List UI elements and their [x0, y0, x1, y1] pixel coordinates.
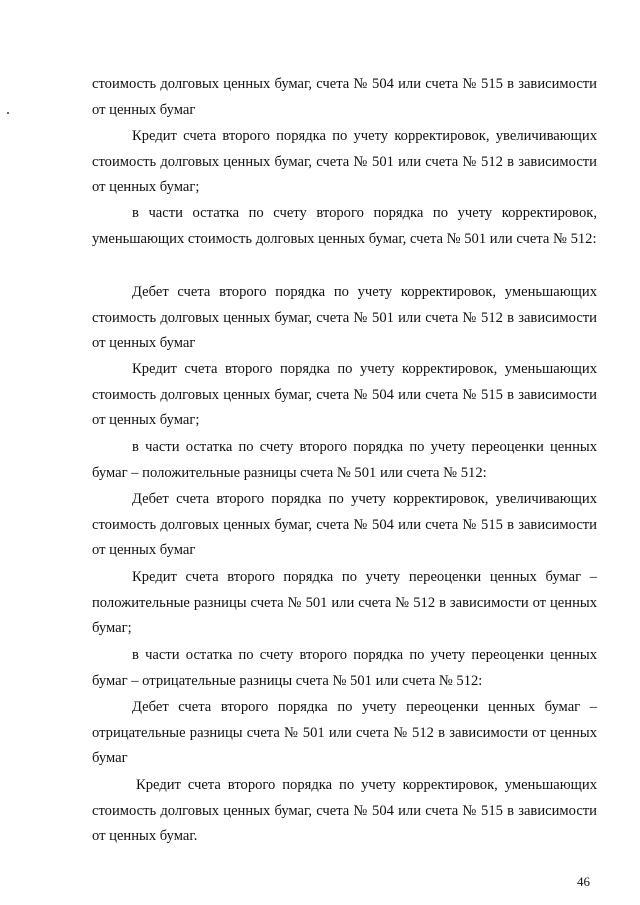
scan-speck: [7, 112, 9, 114]
paragraph-9: в части остатка по счету второго порядка по учету переоценки ценных бумаг – отрицательные разницы счета № 501 или счета № 512:: [92, 647, 597, 689]
paragraph-10: Дебет счета второго порядка по учету переоценки ценных бумаг – отрицательные разницы счета № 501 или счета № 512 в зависимости от ценных бумаг: [92, 699, 597, 767]
paragraph-4: Дебет счета второго порядка по учету корректировок, уменьшающих стоимость долговых ценных бумаг, счета № 501 или счета № 512 в зависимости от ценных бумаг: [92, 284, 597, 352]
paragraph-2: Кредит счета второго порядка по учету корректировок, увеличивающих стоимость долговых ценных бумаг, счета № 501 или счета № 512 в зависимости от ценных бумаг;: [92, 128, 597, 196]
paragraph-5: Кредит счета второго порядка по учету корректировок, уменьшающих стоимость долговых ценных бумаг, счета № 504 или счета № 515 в зависимости от ценных бумаг;: [92, 361, 597, 429]
paragraph-3: в части остатка по счету второго порядка по учету корректировок, уменьшающих стоимость долговых ценных бумаг, счета № 501 или счета № 512:: [92, 205, 597, 247]
paragraph-1: стоимость долговых ценных бумаг, счета № 504 или счета № 515 в зависимости от ценных бумаг: [92, 76, 597, 118]
paragraph-7: Дебет счета второго порядка по учету корректировок, увеличивающих стоимость долговых ценных бумаг, счета № 504 или счета № 515 в зависимости от ценных бумаг: [92, 491, 597, 559]
paragraph-6: в части остатка по счету второго порядка по учету переоценки ценных бумаг – положительные разницы счета № 501 или счета № 512:: [92, 439, 597, 481]
paragraph-8: Кредит счета второго порядка по учету переоценки ценных бумаг – положительные разницы счета № 501 или счета № 512 в зависимости от ценных бумаг;: [92, 569, 597, 637]
paragraph-11: Кредит счета второго порядка по учету корректировок, уменьшающих стоимость долговых ценных бумаг, счета № 504 или счета № 515 в зависимости от ценных бумаг.: [92, 777, 597, 845]
page-number: 46: [577, 874, 590, 889]
